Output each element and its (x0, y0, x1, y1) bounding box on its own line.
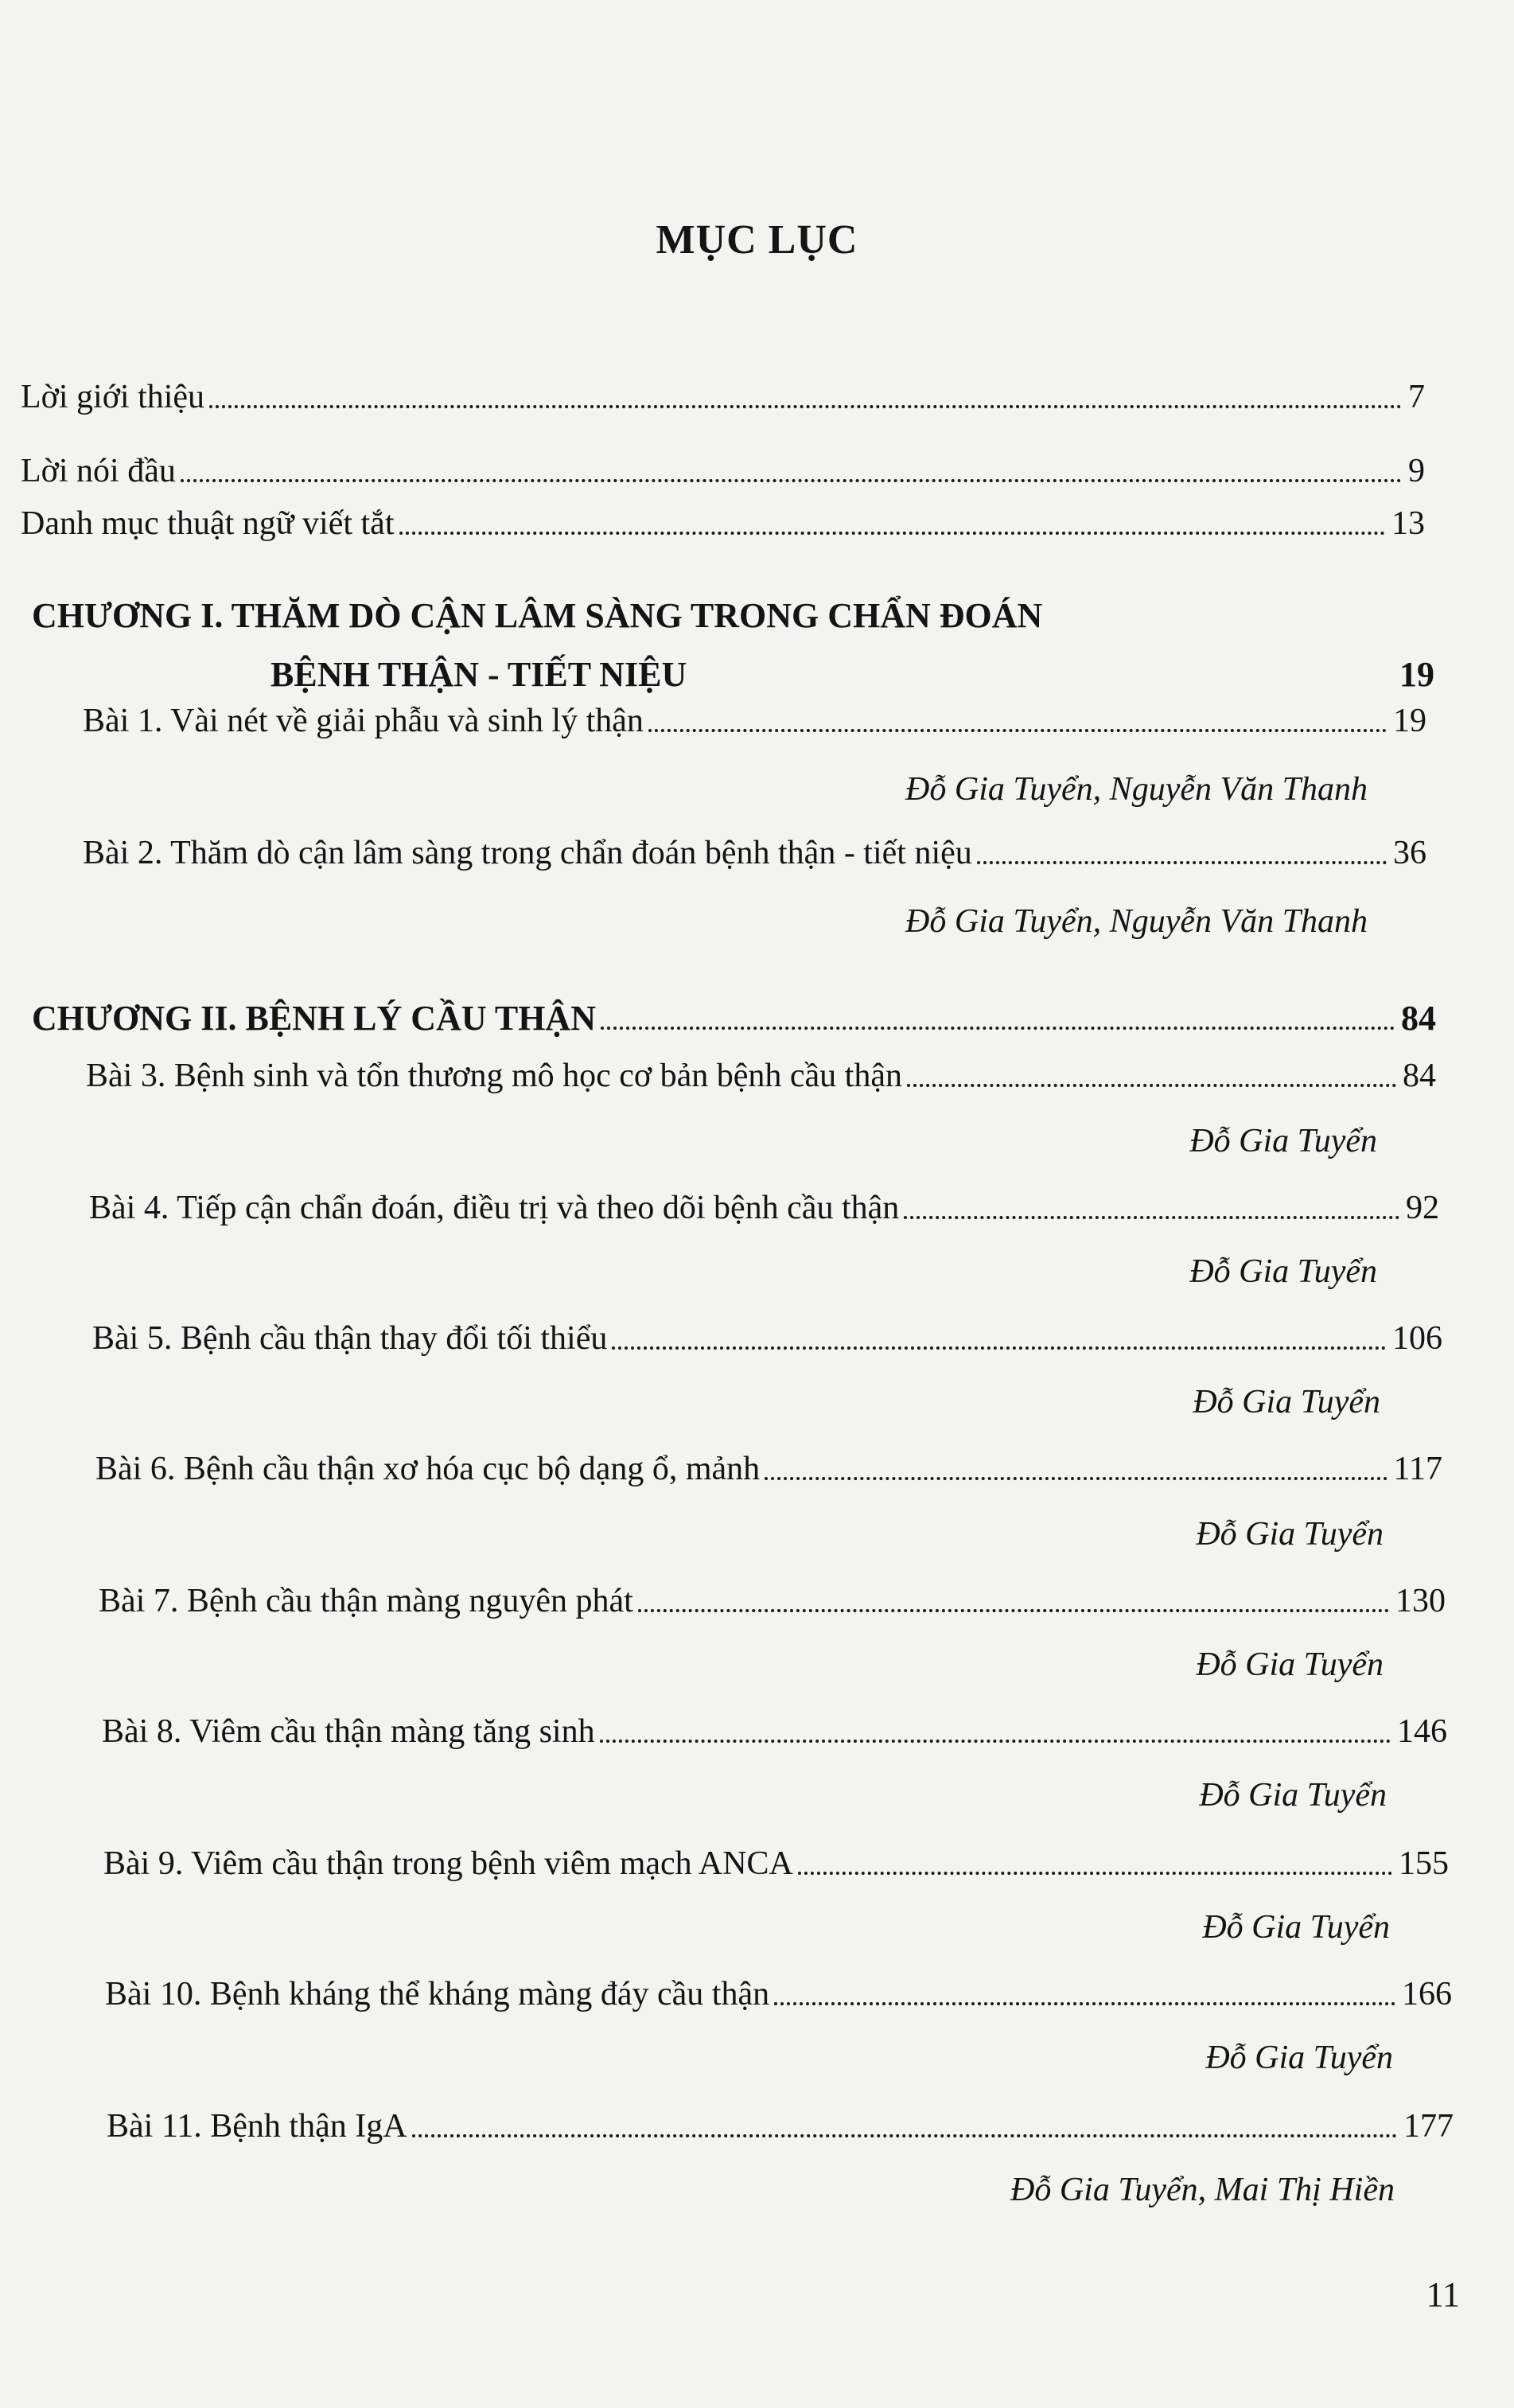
toc-entry-lesson-6 (95, 1448, 1442, 1490)
entry-label: Bài 2. Thăm dò cận lâm sàng trong chẩn đoán bệnh thận - tiết niệu (83, 835, 972, 871)
toc-entry-lesson-2 (83, 832, 1426, 874)
entry-page: 117 (1393, 1451, 1442, 1487)
toc-entry-introduction (21, 376, 1425, 418)
dot-leader (774, 2002, 1395, 2005)
entry-label: Bài 9. Viêm cầu thận trong bệnh viêm mạch ANCA (103, 1845, 793, 1882)
toc-entry-lesson-9 (103, 1843, 1449, 1884)
chapter-2-page: 84 (1401, 999, 1436, 1038)
chapter-1-title-line1: CHƯƠNG I. THĂM DÒ CẬN LÂM SÀNG TRONG CHẨN ĐOÁN (32, 596, 1043, 635)
entry-page: 146 (1397, 1713, 1447, 1750)
entry-label: Lời giới thiệu (21, 379, 205, 415)
toc-entry-lesson-4 (89, 1187, 1439, 1229)
toc-entry-lesson-5 (92, 1318, 1442, 1359)
toc-entry-lesson-1 (83, 700, 1426, 742)
entry-page: 9 (1408, 453, 1425, 489)
dot-leader (638, 1609, 1389, 1612)
dot-leader (600, 1740, 1391, 1743)
dot-leader (904, 1216, 1399, 1219)
entry-page: 166 (1402, 1976, 1452, 2013)
lesson-1-author: Đỗ Gia Tuyển, Nguyễn Văn Thanh (905, 771, 1368, 808)
entry-page: 7 (1408, 379, 1425, 415)
entry-page: 84 (1403, 1058, 1436, 1094)
entry-label: Bài 6. Bệnh cầu thận xơ hóa cục bộ dạng ổ, mảnh (95, 1451, 761, 1487)
entry-page: 155 (1399, 1845, 1449, 1882)
dot-leader (798, 1872, 1392, 1875)
entry-label: Bài 5. Bệnh cầu thận thay đổi tối thiểu (92, 1320, 608, 1357)
toc-entry-abbreviations (21, 503, 1425, 544)
dot-leader (209, 405, 1402, 408)
entry-label: Bài 10. Bệnh kháng thể kháng màng đáy cầu thận (105, 1976, 770, 2013)
entry-label: Bài 4. Tiếp cận chẩn đoán, điều trị và theo dõi bệnh cầu thận (89, 1190, 900, 1226)
lesson-10-author: Đỗ Gia Tuyển (1205, 2040, 1393, 2076)
dot-leader (612, 1346, 1386, 1350)
lesson-9-author: Đỗ Gia Tuyển (1202, 1909, 1390, 1946)
dot-leader (765, 1477, 1387, 1480)
entry-page: 92 (1406, 1190, 1439, 1226)
page-title: MỤC LỤC (656, 217, 858, 263)
toc-entry-chapter-2 (32, 998, 1436, 1039)
dot-leader (601, 1027, 1395, 1030)
dot-leader (977, 861, 1387, 864)
entry-label: Danh mục thuật ngữ viết tắt (21, 505, 395, 542)
toc-entry-lesson-11 (107, 2106, 1454, 2147)
entry-label: Lời nói đầu (21, 453, 176, 489)
lesson-7-author: Đỗ Gia Tuyển (1196, 1646, 1384, 1683)
lesson-8-author: Đỗ Gia Tuyển (1199, 1777, 1387, 1814)
entry-label: Bài 11. Bệnh thận IgA (107, 2108, 407, 2145)
dot-leader (412, 2134, 1397, 2137)
entry-page: 106 (1392, 1320, 1442, 1357)
entry-page: 130 (1395, 1583, 1446, 1619)
lesson-6-author: Đỗ Gia Tuyển (1196, 1516, 1384, 1553)
lesson-2-author: Đỗ Gia Tuyển, Nguyễn Văn Thanh (905, 903, 1368, 940)
entry-label: Bài 8. Viêm cầu thận màng tăng sinh (102, 1713, 595, 1750)
toc-entry-lesson-8 (102, 1711, 1447, 1752)
dot-leader (648, 729, 1387, 732)
lesson-3-author: Đỗ Gia Tuyển (1189, 1123, 1377, 1159)
entry-label: Bài 3. Bệnh sinh và tổn thương mô học cơ bản bệnh cầu thận (86, 1058, 902, 1094)
entry-label: Bài 1. Vài nét về giải phẫu và sinh lý thận (83, 703, 644, 739)
toc-entry-lesson-7 (99, 1580, 1446, 1622)
dot-leader (907, 1084, 1396, 1087)
chapter-1-page: 19 (1399, 655, 1434, 694)
chapter-1-title-line2: BỆNH THẬN - TIẾT NIỆU (270, 655, 687, 694)
entry-page: 36 (1393, 835, 1426, 871)
lesson-11-author: Đỗ Gia Tuyển, Mai Thị Hiền (1010, 2172, 1395, 2208)
toc-entry-lesson-3 (86, 1055, 1436, 1097)
toc-entry-lesson-10 (105, 1974, 1452, 2015)
entry-page: 177 (1403, 2108, 1454, 2145)
page-number: 11 (1426, 2275, 1460, 2314)
lesson-4-author: Đỗ Gia Tuyển (1189, 1253, 1377, 1290)
chapter-2-title: CHƯƠNG II. BỆNH LÝ CẦU THẬN (32, 999, 596, 1038)
dot-leader (181, 479, 1402, 482)
entry-page: 19 (1393, 703, 1426, 739)
toc-entry-preface (21, 450, 1425, 492)
entry-label: Bài 7. Bệnh cầu thận màng nguyên phát (99, 1583, 633, 1619)
lesson-5-author: Đỗ Gia Tuyển (1193, 1384, 1380, 1420)
entry-page: 13 (1391, 505, 1425, 542)
dot-leader (399, 532, 1386, 535)
